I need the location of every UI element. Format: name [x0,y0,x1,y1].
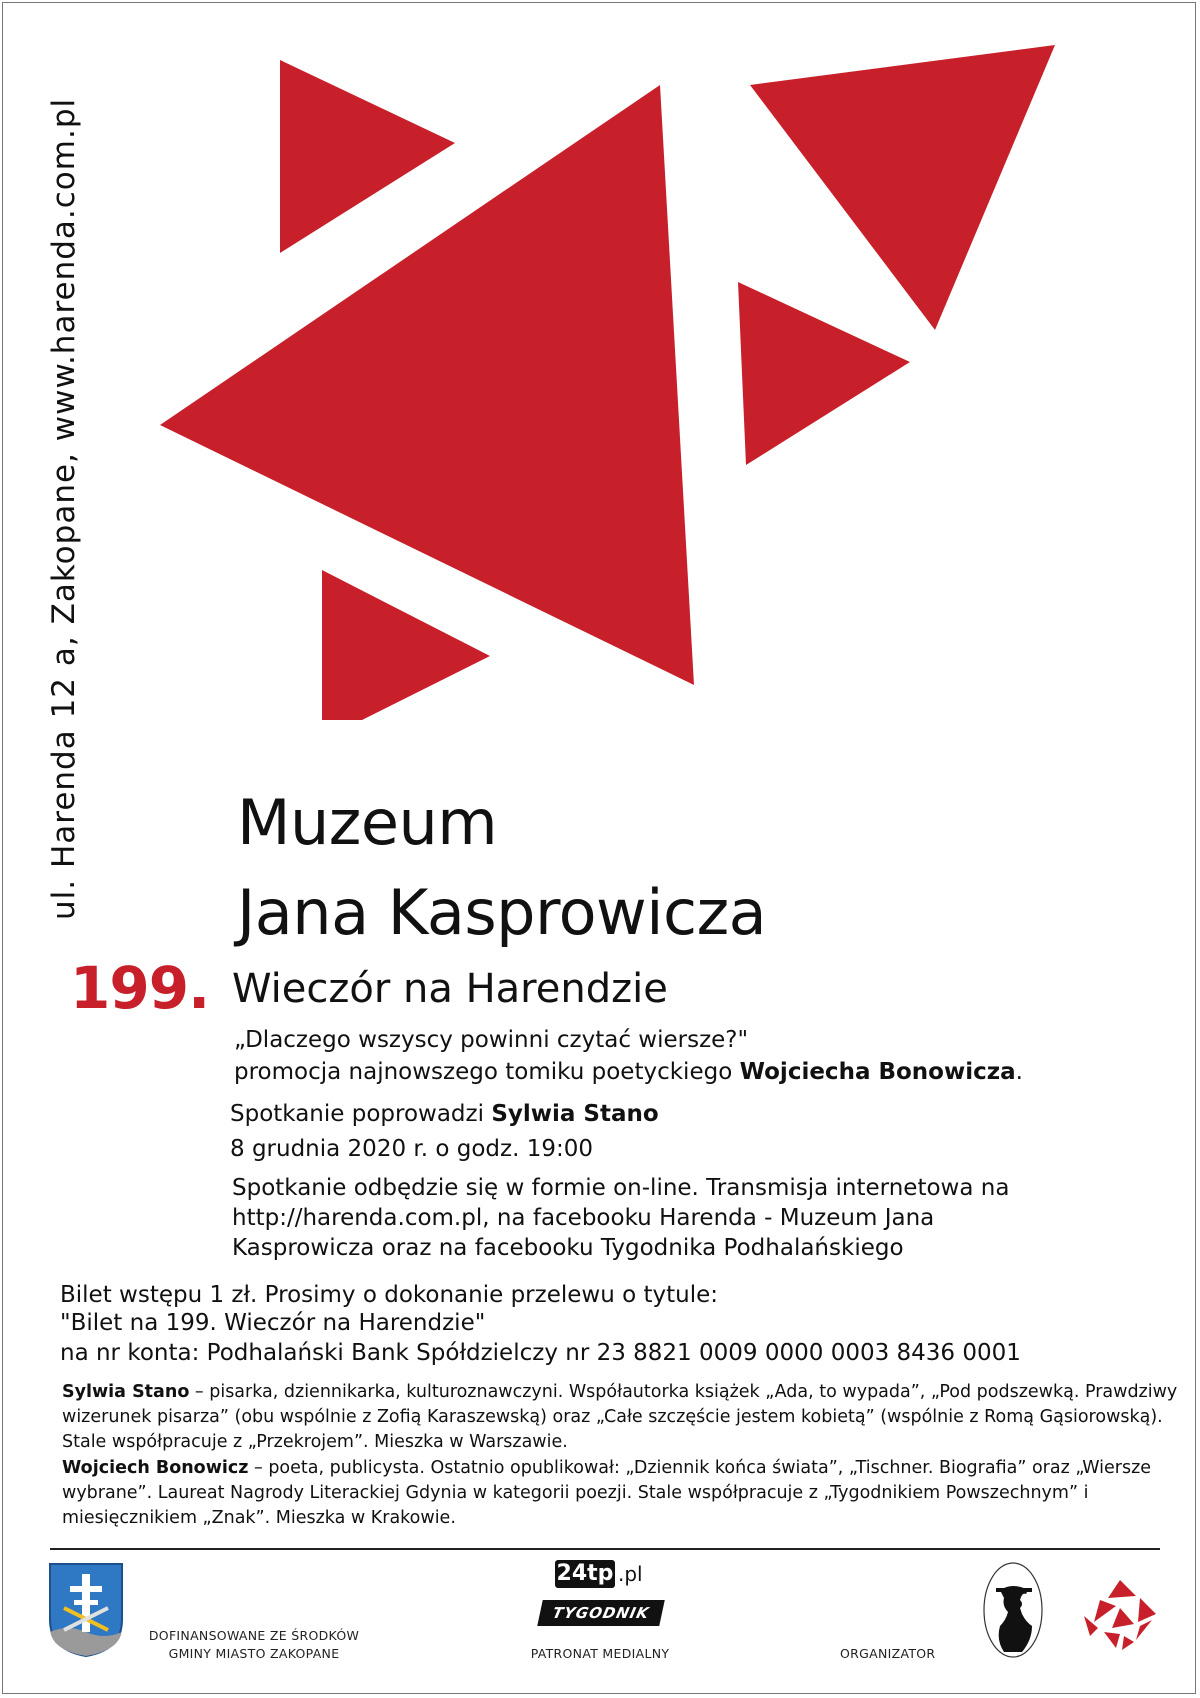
tygodnik-podhalanski-logo: TYGODNIK [537,1600,665,1626]
ticket-line2: "Bilet na 199. Wieczór na Harendzie" [60,1310,486,1336]
media-label: PATRONAT MEDIALNY [530,1646,670,1661]
event-number: 199. [70,954,210,1022]
harenda-triangles-logo [1080,1576,1160,1652]
media-badge-24tp: 24tp [556,1561,614,1586]
bio-bonowicz-name: Wojciech Bonowicz [62,1458,249,1478]
promo-suffix: . [1015,1059,1023,1085]
funding-line1: DOFINANSOWANE ZE ŚRODKÓW [148,1628,360,1643]
triangle-bottom-left [322,570,490,720]
event-host [230,1101,659,1127]
triangle-top-left [280,60,455,253]
zakopane-crest-icon [48,1562,124,1658]
footer-divider [50,1548,1160,1550]
event-name: Wieczór na Harendzie [232,966,668,1012]
kasprowicz-silhouette-icon [982,1560,1044,1660]
event-promo [234,1059,1023,1085]
triangle-top-right [750,45,1055,330]
triangle-mid-right [738,282,910,465]
bio-bonowicz [62,1456,1182,1531]
event-date: 8 grudnia 2020 r. o godz. 19:00 [230,1136,593,1162]
bio-stano [62,1380,1182,1455]
triangle-graphic [0,0,1200,720]
triangle-large [160,85,694,685]
ticket-line3: na nr konta: Podhalański Bank Spółdzielczy nr 23 8821 0009 0000 0003 8436 0001 [60,1340,1021,1366]
event-subtitle: „Dlaczego wszyscy powinni czytać wiersze?" [234,1027,749,1053]
media-badge-suffix: .pl [618,1562,643,1586]
museum-title-line2: Jana Kasprowicza [237,876,767,949]
promo-author: Wojciecha Bonowicza [739,1059,1016,1085]
bio-bonowicz-text: – poeta, publicysta. Ostatnio opublikował: „Dziennik końca świata”, „Tischner. Biografia” oraz „Wiersze wybrane”. Laureat Nagrody Literackiej Gdynia w kategorii poezji. Stale współpracuje z „Tygodnikiem Powszechnym” i miesięcznikiem „Znak”. Mieszka w Krakowie. [62,1458,1152,1528]
address-vertical: ul. Harenda 12 a, Zakopane, www.harenda.com.pl [46,97,82,920]
funding-line2: GMINY MIASTO ZAKOPANE [168,1646,340,1661]
online-line3: Kasprowicza oraz na facebooku Tygodnika Podhalańskiego [232,1235,904,1261]
host-name: Sylwia Stano [491,1101,659,1127]
museum-title [237,778,766,958]
bio-stano-text: – pisarka, dziennikarka, kulturoznawczyni. Współautorka książek „Ada, to wypada”, „Pod podszewką. Prawdziwy wizerunek pisarza” (obu wspólnie z Zofią Karaszewską) oraz „Całe szczęście jestem kobietą” (wspólnie z Romą Gąsiorowską). Stale współpracuje z „Przekrojem”. Mieszka w Warszawie. [62,1382,1178,1452]
online-line2: http://harenda.com.pl, na facebooku Harenda - Muzeum Jana [232,1205,935,1231]
host-prefix: Spotkanie poprowadzi [230,1101,492,1127]
museum-title-line1: Muzeum [237,786,498,859]
bio-stano-name: Sylwia Stano [62,1382,190,1402]
online-line1: Spotkanie odbędzie się w formie on-line. Transmisja internetowa na [232,1175,1010,1201]
ticket-line1: Bilet wstępu 1 zł. Prosimy o dokonanie przelewu o tytule: [60,1282,718,1308]
promo-prefix: promocja najnowszego tomiku poetyckiego [234,1059,740,1085]
organizer-label: ORGANIZATOR [840,1646,936,1661]
